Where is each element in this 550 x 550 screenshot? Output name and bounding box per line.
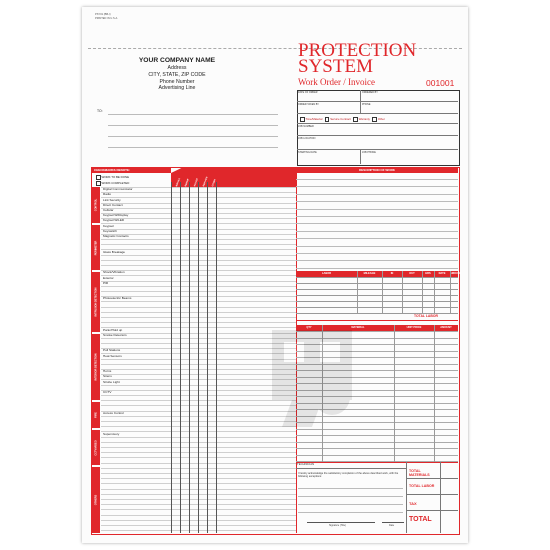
labor-header-rate: RATE [434, 271, 450, 277]
labor-header-amount: AMOUNT [450, 272, 462, 275]
checklist-item: Strobe Light [103, 379, 120, 384]
company-phone: Phone Number [159, 78, 195, 85]
house-watermark-icon [262, 322, 362, 432]
labor-column-line [422, 271, 423, 313]
other-checkbox[interactable] [372, 117, 377, 122]
checklist-item: Link Security [103, 197, 121, 202]
checklist-item: CCTV [103, 390, 112, 394]
to-line[interactable] [108, 114, 278, 115]
checklist-item: Keypad W/Display [103, 213, 129, 218]
phone-field[interactable]: PHONE [361, 102, 458, 114]
signature-label: Signature (Title) [329, 524, 346, 527]
totals-row-line [406, 494, 458, 495]
technician-line[interactable] [296, 468, 406, 469]
checklist-item: Glass Breakage [103, 249, 126, 254]
labor-column-line [450, 271, 451, 313]
section-bar-control [91, 187, 100, 223]
starting-date-field[interactable]: STARTING DATE [297, 150, 361, 164]
other-label: Other [377, 117, 385, 121]
date-of-order-field[interactable]: DATE OF ORDER [297, 90, 361, 102]
grid-column-line [189, 182, 190, 533]
checkmarks-header: CHECKMARKS DENOTE: [91, 167, 171, 173]
print-code: PSY01 (BB-I) [95, 13, 111, 16]
job-type-row [300, 117, 385, 122]
description-line[interactable] [296, 216, 458, 217]
description-line[interactable] [296, 231, 458, 232]
col-label-other: OTHER [212, 179, 217, 187]
description-line[interactable] [296, 201, 458, 202]
total-label: TOTAL [409, 516, 432, 523]
checklist-item: Keypad W/LED [103, 218, 125, 223]
form-title-line2: SYSTEM [298, 56, 373, 77]
description-line[interactable] [296, 238, 458, 239]
date-line[interactable] [382, 522, 404, 523]
grid-column-line [216, 182, 217, 533]
work-completed-checkbox[interactable] [96, 181, 101, 186]
exception-line[interactable] [298, 512, 403, 513]
service-contract-checkbox[interactable] [325, 117, 330, 122]
acknowledgement-text: I hereby acknowledge the satisfactory completion of the above described work, with the following exceptions: [298, 472, 399, 479]
section-label-intrusion: INTRUSION DETECTION [94, 287, 97, 317]
checklist-item: PIR [103, 280, 109, 285]
checklist-item: Keypad [103, 223, 114, 228]
col-label-install: INSTALL [176, 177, 182, 187]
ordered-by-field[interactable]: ORDERED BY [361, 90, 458, 102]
grid-column-line [207, 182, 208, 533]
section-label-perimeter: PERIMETER [94, 240, 97, 255]
to-line[interactable] [108, 136, 278, 137]
checklist-item: Pull Stations [103, 348, 121, 353]
tax-label: TAX [409, 501, 417, 506]
labor-header-in: IN [382, 271, 402, 277]
description-line[interactable] [296, 209, 458, 210]
labor-column-line [382, 271, 383, 313]
company-address: Address [167, 65, 187, 71]
description-of-work-header: DESCRIPTION OF WORK [296, 167, 458, 173]
checklist-item: Supervisory [103, 431, 120, 436]
labor-header-hrs: HRS [422, 271, 434, 277]
grid-column-line [171, 182, 172, 533]
company-block [102, 57, 252, 92]
technician-label: TECHNICIAN [297, 462, 315, 466]
company-name: YOUR COMPANY NAME [138, 57, 216, 64]
work-order-form [82, 7, 468, 543]
material-column-line [394, 325, 395, 462]
description-line[interactable] [296, 223, 458, 224]
grid-column-line [198, 182, 199, 533]
form-number: 001001 [426, 78, 455, 88]
company-advertising: Advertising Line [158, 85, 196, 92]
description-line[interactable] [296, 179, 458, 180]
description-line[interactable] [296, 246, 458, 247]
totals-row-line [406, 478, 458, 479]
labor-column-line [402, 271, 403, 313]
work-to-be-done-label: WORK TO BE DONE [101, 175, 130, 180]
total-labor-label-top: TOTAL LABOR [414, 314, 438, 318]
checkmark-option-work-completed [96, 181, 129, 186]
col-label-adjust: ADJUST [194, 178, 199, 187]
work-completed-label: WORK COMPLETED [101, 181, 130, 186]
job-number-field[interactable]: JOB NUMBER [297, 124, 458, 136]
checklist-item: Magnetic Contacts [103, 234, 129, 238]
col-label-repair: REPAIR [185, 178, 190, 187]
material-header-amount: AMOUNT [434, 325, 458, 331]
company-city: CITY, STATE, ZIP CODE [148, 71, 206, 78]
grid-column-line [180, 182, 181, 533]
total-labor-label: TOTAL LABOR [409, 484, 435, 488]
time-material-label: Time/Material [305, 117, 323, 121]
work-to-be-done-checkbox[interactable] [96, 175, 101, 180]
checklist-item: Direct Contact [103, 202, 123, 207]
to-line[interactable] [108, 147, 278, 148]
to-line[interactable] [108, 125, 278, 126]
checklist-item: Access Control [103, 410, 124, 415]
description-line[interactable] [296, 194, 458, 195]
section-bar-interior [91, 334, 100, 400]
checklist-item: Sirens [103, 374, 112, 379]
checklist-item: Keyswitch [103, 228, 117, 233]
job-location-field[interactable]: JOB LOCATION [297, 136, 458, 150]
checklist-item: Photoelectric Beams [103, 296, 132, 301]
description-line[interactable] [296, 260, 458, 261]
totals-divider [406, 462, 407, 533]
service-contract-label: Service Contract [330, 117, 351, 121]
time-material-checkbox[interactable] [300, 117, 305, 122]
description-line[interactable] [296, 253, 458, 254]
form-subtitle: Work Order / Invoice [298, 77, 375, 87]
material-bottom-line [296, 462, 458, 463]
material-header-material: MATERIAL [322, 325, 394, 331]
section-label-others: OTHERS [94, 494, 97, 506]
labor-total-line [296, 320, 458, 321]
section-bar-cctv [91, 430, 100, 465]
date-label: Date [389, 524, 395, 527]
totals-row-line [406, 510, 458, 511]
checklist-item: Exterior [103, 275, 114, 280]
warranty-label: Warranty [358, 117, 370, 121]
col-label-replace: REPLACE [203, 176, 209, 187]
checklist-item: Smoke Detectors [103, 332, 127, 337]
section-bar-fire [91, 402, 100, 428]
totals-amount-divider [440, 462, 441, 533]
section-bar-others [91, 467, 100, 533]
total-materials-label: TOTAL MATERIALS [409, 469, 430, 477]
job-phone-field[interactable]: JOB PHONE [362, 150, 376, 154]
exception-line[interactable] [298, 496, 403, 497]
checklist-item: Panic/Hold up [103, 327, 123, 332]
section-label-fire: FIRE [94, 412, 97, 418]
checklist-item: Cellular [103, 208, 114, 212]
section-label-control: CONTROL [94, 198, 97, 212]
printed-in: PRINTED IN U.S.A. [95, 17, 118, 20]
labor-column-line [357, 271, 358, 313]
order-taken-by-field[interactable]: ORDER TAKEN BY [297, 102, 361, 114]
material-header-unit-price: UNIT PRICE [394, 325, 434, 331]
exception-line[interactable] [298, 488, 403, 489]
checkmark-option-work-to-be-done [96, 175, 129, 180]
checklist-item: Horns [103, 369, 112, 374]
section-label-interior: INTERIOR DETECTION [94, 353, 97, 381]
section-bar-intrusion [91, 272, 100, 332]
description-line[interactable] [296, 268, 458, 269]
labor-header-labor: LABOR [296, 271, 357, 277]
warranty-checkbox[interactable] [353, 117, 358, 122]
exception-line[interactable] [298, 504, 403, 505]
description-line[interactable] [296, 186, 458, 187]
material-header-qty: QTY [296, 325, 322, 331]
labor-header-mileage: MILEAGE [357, 271, 382, 277]
section-bar-perimeter [91, 225, 100, 270]
checklist-item: Heat Sensors [103, 353, 122, 358]
section-label-cctv: CCTV/VIDEO [94, 439, 97, 456]
checklist-item: Radio [103, 192, 112, 197]
checklist-item: Digital Communicator [103, 187, 133, 192]
labor-header-out: OUT [402, 271, 422, 277]
signature-line[interactable] [307, 522, 375, 523]
material-column-line [434, 325, 435, 462]
checklist-item: Shock/Vibration [103, 270, 125, 275]
labor-column-line [434, 271, 435, 313]
form-title-line1: PROTECTION [298, 40, 417, 61]
to-label: TO: [97, 109, 103, 113]
